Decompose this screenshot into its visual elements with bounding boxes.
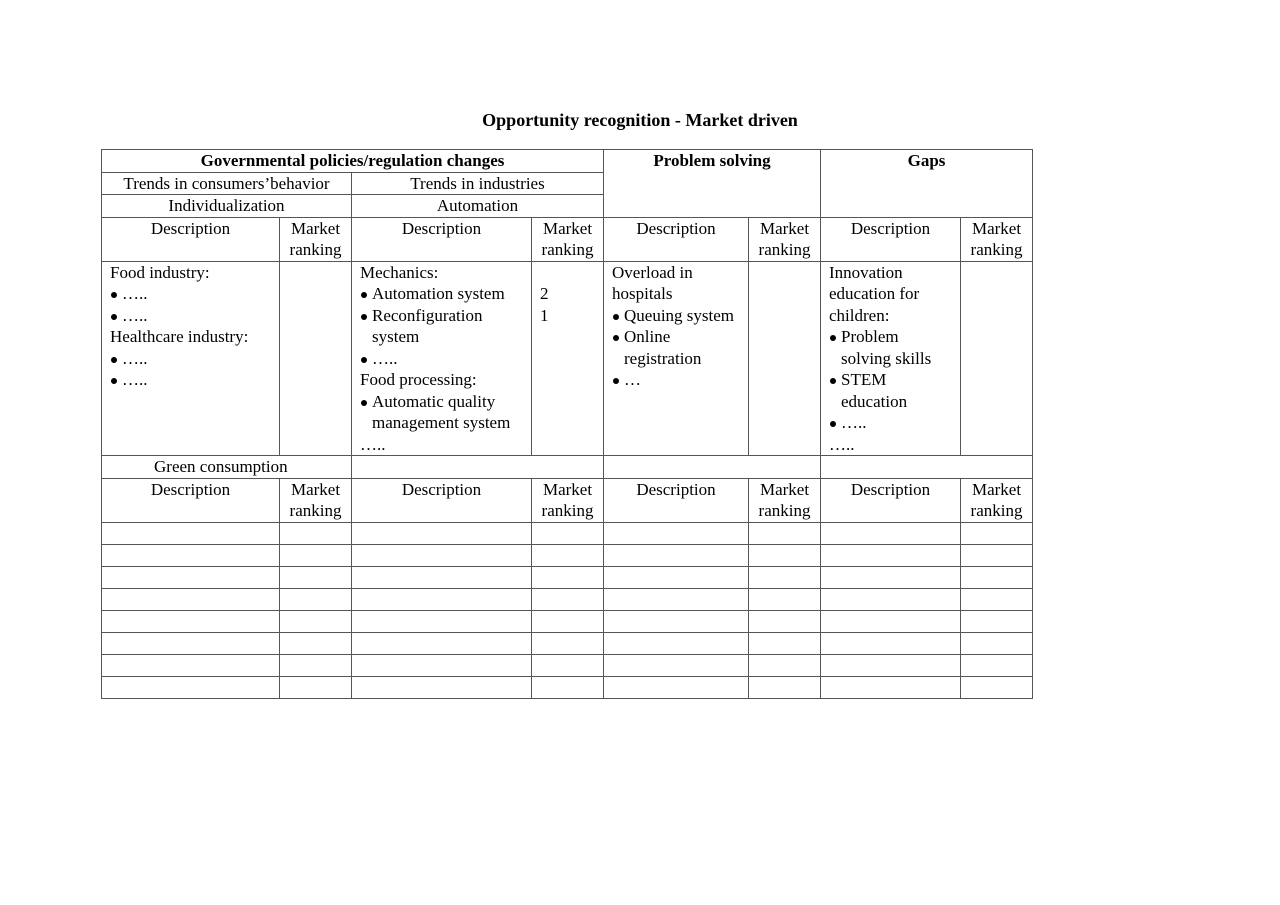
- market-ranking-header: Market ranking: [961, 478, 1033, 522]
- empty-cell: [961, 654, 1033, 676]
- list-item: STEM education: [829, 369, 952, 412]
- empty-cell: [749, 522, 821, 544]
- list-item: Online registration: [612, 326, 740, 369]
- list-item: …..: [110, 305, 271, 327]
- empty-cell: [961, 676, 1033, 698]
- opportunity-table: [101, 149, 1033, 699]
- list-item: …..: [360, 348, 523, 370]
- empty-cell: [352, 522, 532, 544]
- table-row: [102, 544, 1033, 566]
- empty-cell: [604, 654, 749, 676]
- empty-cell: [821, 588, 961, 610]
- hospital-overload-label: Overload in hospitals: [612, 262, 693, 303]
- empty-cell: [532, 588, 604, 610]
- automation-ranking: [532, 261, 604, 456]
- content-row: [102, 261, 1033, 456]
- description-header: Description: [604, 478, 749, 522]
- governmental-header: Governmental policies/regulation changes: [102, 150, 604, 173]
- market-ranking-header: Market ranking: [532, 217, 604, 261]
- gaps-list: [829, 326, 952, 434]
- list-item: …: [612, 369, 740, 391]
- healthcare-industry-list: [110, 348, 271, 391]
- trends-industries-header: Trends in industries: [352, 172, 604, 195]
- gaps-ranking: [961, 261, 1033, 456]
- food-industry-label: Food industry:: [110, 262, 210, 282]
- empty-cell: [280, 654, 352, 676]
- empty-cell: [532, 654, 604, 676]
- empty-cell: [280, 544, 352, 566]
- food-processing-list: [360, 391, 523, 434]
- individualization-header: Individualization: [102, 195, 352, 218]
- empty-cell: [102, 632, 280, 654]
- table-row: [102, 676, 1033, 698]
- empty-cell: [352, 676, 532, 698]
- empty-cell: [604, 456, 821, 479]
- description-header: Description: [604, 217, 749, 261]
- empty-cell: [352, 456, 604, 479]
- empty-cell: [102, 610, 280, 632]
- empty-cell: [604, 566, 749, 588]
- empty-cell: [352, 544, 532, 566]
- market-ranking-header: Market ranking: [961, 217, 1033, 261]
- gaps-description: [821, 261, 961, 456]
- empty-cell: [821, 676, 961, 698]
- trailing-ellipsis: …..: [829, 434, 855, 454]
- trends-consumers-header: Trends in consumers’behavior: [102, 172, 352, 195]
- problem-solving-description: [604, 261, 749, 456]
- empty-cell: [102, 566, 280, 588]
- empty-cell: [749, 632, 821, 654]
- empty-cell: [532, 632, 604, 654]
- rank-value: 2: [540, 284, 549, 303]
- list-item: …..: [110, 369, 271, 391]
- market-ranking-header: Market ranking: [749, 478, 821, 522]
- description-header: Description: [102, 478, 280, 522]
- empty-cell: [604, 676, 749, 698]
- empty-cell: [749, 654, 821, 676]
- empty-cell: [280, 588, 352, 610]
- automation-description: [352, 261, 532, 456]
- empty-cell: [532, 610, 604, 632]
- individualization-ranking: [280, 261, 352, 456]
- rank-value: 1: [540, 305, 549, 325]
- list-item: Queuing system: [612, 305, 740, 327]
- empty-cell: [604, 522, 749, 544]
- empty-cell: [604, 544, 749, 566]
- empty-cell: [821, 632, 961, 654]
- empty-cell: [532, 566, 604, 588]
- empty-cell: [749, 588, 821, 610]
- page-title: Opportunity recognition - Market driven: [482, 110, 798, 130]
- market-ranking-header: Market ranking: [280, 478, 352, 522]
- mechanics-label: Mechanics:: [360, 262, 439, 282]
- market-ranking-header: Market ranking: [532, 478, 604, 522]
- column-header-row: [102, 217, 1033, 261]
- table-row: [102, 654, 1033, 676]
- table-row: [102, 610, 1033, 632]
- trailing-ellipsis: …..: [360, 434, 386, 454]
- empty-cell: [604, 632, 749, 654]
- list-item: Automatic quality management system: [360, 391, 523, 434]
- empty-cell: [821, 654, 961, 676]
- empty-cell: [280, 522, 352, 544]
- empty-cell: [961, 544, 1033, 566]
- empty-cell: [961, 610, 1033, 632]
- green-consumption-header: Green consumption: [102, 456, 352, 479]
- empty-cell: [821, 544, 961, 566]
- empty-cell: [280, 610, 352, 632]
- empty-cell: [749, 610, 821, 632]
- empty-cell: [532, 544, 604, 566]
- empty-cell: [749, 544, 821, 566]
- empty-cell: [102, 676, 280, 698]
- empty-cell: [280, 566, 352, 588]
- column-header-row: [102, 478, 1033, 522]
- empty-cell: [102, 544, 280, 566]
- green-consumption-row: [102, 456, 1033, 479]
- empty-cell: [102, 522, 280, 544]
- problem-solving-ranking: [749, 261, 821, 456]
- list-item: Reconfiguration system: [360, 305, 523, 348]
- table-row: [102, 588, 1033, 610]
- description-header: Description: [821, 478, 961, 522]
- gaps-header: Gaps: [821, 150, 1033, 218]
- empty-cell: [352, 588, 532, 610]
- empty-cell: [352, 610, 532, 632]
- empty-cell: [961, 632, 1033, 654]
- empty-cell: [821, 610, 961, 632]
- automation-header: Automation: [352, 195, 604, 218]
- empty-rows: [102, 522, 1033, 698]
- individualization-description: [102, 261, 280, 456]
- empty-cell: [604, 610, 749, 632]
- problem-solving-header: Problem solving: [604, 150, 821, 218]
- list-item: Automation system: [360, 283, 523, 305]
- empty-cell: [102, 588, 280, 610]
- innovation-education-label: Innovation education for children:: [829, 262, 920, 325]
- empty-cell: [821, 522, 961, 544]
- empty-cell: [604, 588, 749, 610]
- empty-cell: [821, 456, 1033, 479]
- list-item: …..: [829, 412, 952, 434]
- empty-cell: [749, 566, 821, 588]
- description-header: Description: [352, 478, 532, 522]
- description-header: Description: [352, 217, 532, 261]
- empty-cell: [821, 566, 961, 588]
- food-processing-label: Food processing:: [360, 370, 477, 389]
- empty-cell: [352, 566, 532, 588]
- table-row: [102, 632, 1033, 654]
- empty-cell: [532, 676, 604, 698]
- list-item: …..: [110, 283, 271, 305]
- description-header: Description: [102, 217, 280, 261]
- healthcare-industry-label: Healthcare industry:: [110, 327, 249, 346]
- empty-cell: [961, 522, 1033, 544]
- empty-cell: [749, 676, 821, 698]
- empty-cell: [352, 654, 532, 676]
- empty-cell: [102, 654, 280, 676]
- market-ranking-header: Market ranking: [749, 217, 821, 261]
- description-header: Description: [821, 217, 961, 261]
- empty-cell: [280, 632, 352, 654]
- empty-cell: [532, 522, 604, 544]
- table-row: [102, 566, 1033, 588]
- problem-solving-list: [612, 305, 740, 391]
- list-item: Problem solving skills: [829, 326, 952, 369]
- empty-cell: [280, 676, 352, 698]
- empty-cell: [352, 632, 532, 654]
- food-industry-list: [110, 283, 271, 326]
- empty-cell: [961, 588, 1033, 610]
- list-item: …..: [110, 348, 271, 370]
- table-row: [102, 522, 1033, 544]
- empty-cell: [961, 566, 1033, 588]
- market-ranking-header: Market ranking: [280, 217, 352, 261]
- mechanics-list: [360, 283, 523, 369]
